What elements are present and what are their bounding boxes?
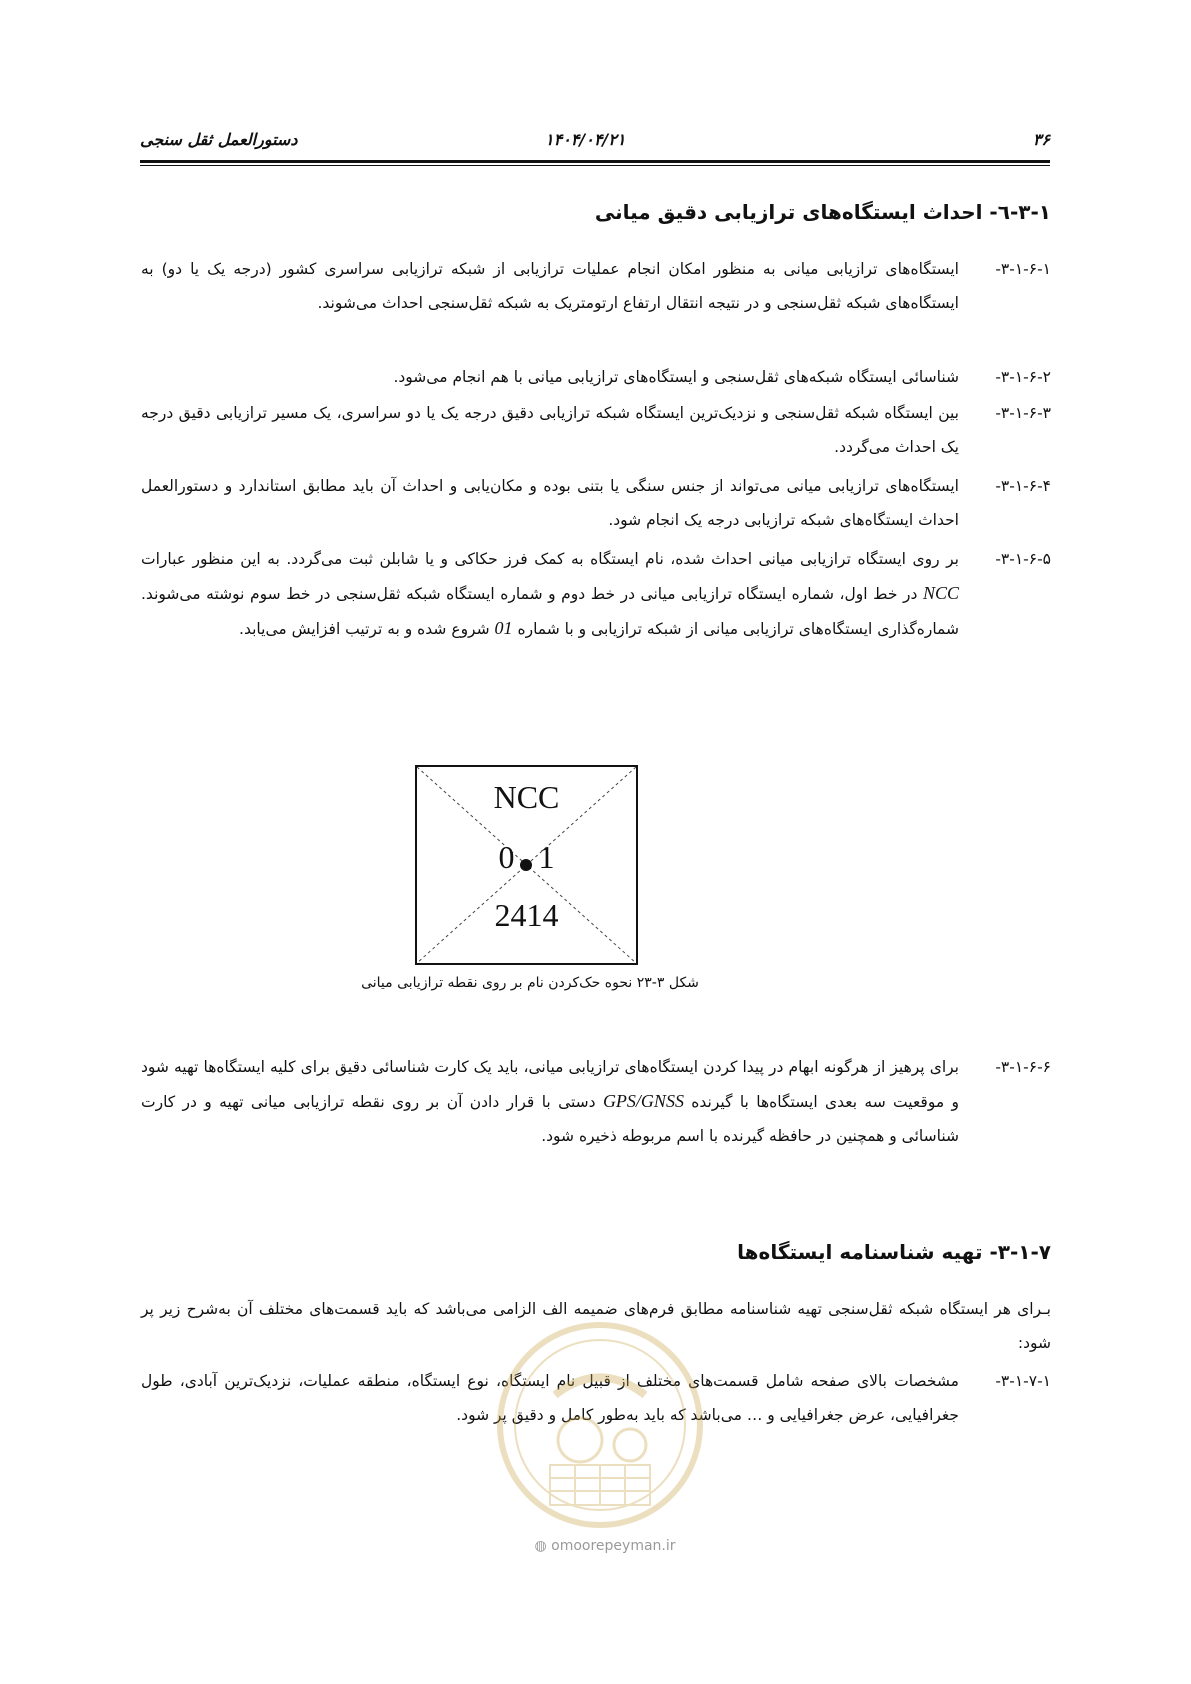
figure-line-1: NCC (493, 779, 560, 815)
page-header (140, 130, 1050, 154)
figure-line-2 (417, 839, 636, 876)
header-date: ۱۴۰۴/۰۴/۲۱ (545, 130, 626, 149)
section-title: ۳-۱-٦- احداث ایستگاه‌های ترازیابی دقیق میانی (594, 200, 1051, 224)
paragraph: بـرای هر ایستگاه شبکه ثقل‌سنجی تهیه شناسنامه مطابق فرم‌های ضمیمه الف الزامی می‌باشد که باید قسمت‌های مختلف آن به‌شرح زیر پر شود: (141, 1300, 1051, 1352)
item-text: ایستگاه‌های ترازیابی میانی می‌تواند از جنس سنگی یا بتنی بوده و مکان‌یابی و احداث آن باید مطابق استاندارد و دستورالعمل احداث ایستگاه‌های شبکه ترازیابی درجه یک انجام شود. (141, 477, 959, 529)
item-number: ۳-۱-۶-۱- (995, 260, 1051, 278)
watermark-seal-icon (495, 1320, 705, 1530)
item-number: ۳-۱-۶-۵- (995, 550, 1051, 568)
list-item (141, 360, 1051, 394)
item-number: ۳-۱-۶-۴- (995, 477, 1051, 495)
item-text: بین ایستگاه شبکه ثقل‌سنجی و نزدیک‌ترین ایستگاه شبکه ترازیابی دقیق درجه یک یا دو سراسری، یک مسیر ترازیابی دقیق درجه یک احداث می‌گردد. (141, 404, 959, 456)
page-number: ۳۶ (1032, 130, 1050, 149)
item-text: مشخصات بالای صفحه شامل قسمت‌های مختلف از قبیل نام ایستگاه، نوع ایستگاه، منطقه عملیات، نزدیک‌ترین آبادی، طول جغرافیایی، عرض جغرافیایی و … می‌باشد که باید به‌طور کامل و دقیق پر شود. (141, 1372, 959, 1424)
figure-digit-left: 0 (498, 839, 515, 875)
item-text: بر روی ایستگاه ترازیابی میانی احداث شده، نام ایستگاه به کمک فرز حکاکی و یا شابلن ثبت می‌گردد. به این منظور عبارات NCC در خط اول، شماره ایستگاه ترازیابی میانی در خط دوم و شماره ایستگاه شبکه ثقل‌سنجی در خط سوم نوشته می‌شوند. شماره‌گذاری ایستگاه‌های ترازیابی میانی از شبکه ترازیابی و با شماره 01 شروع شده و به ترتیب افزایش می‌یابد. (141, 550, 959, 638)
item-number: ۳-۱-۶-۲- (995, 368, 1051, 386)
watermark-url: ◍ omoorepeyman.ir (534, 1538, 676, 1554)
item-number: ۳-۱-۷-۱- (995, 1372, 1051, 1390)
item-text: برای پرهیز از هرگونه ابهام در پیدا کردن ایستگاه‌های ترازیابی میانی، باید یک کارت شناسائی دقیق برای کلیه ایستگاه‌ها تهیه شود و موقعیت سه بعدی ایستگاه‌ها با گیرنده GPS/GNSS دستی با قرار دادن آن بر روی نقطه ترازیابی میانی تهیه و در کارت شناسائی و همچنین در حافظه گیرنده با اسم مربوطه ذخیره شود. (141, 1058, 959, 1145)
figure-digit-right: 1 (538, 839, 555, 875)
list-item (141, 396, 1051, 464)
list-item (141, 542, 1051, 646)
globe-icon: ◍ (534, 1538, 547, 1554)
latin-term: GPS/GNSS (602, 1091, 684, 1111)
item-number: ۳-۱-۶-۳- (995, 404, 1051, 422)
header-rule-thin (140, 165, 1050, 166)
item-text: شناسائی ایستگاه شبکه‌های ثقل‌سنجی و ایستگاه‌های ترازیابی میانی با هم انجام می‌شود. (393, 368, 959, 386)
figure-line-3: 2414 (494, 897, 559, 933)
item-number: ۳-۱-۶-۶- (995, 1058, 1051, 1076)
latin-term: NCC (922, 583, 959, 603)
latin-term: 01 (494, 618, 513, 638)
figure-caption: شکل ۳-۲۳ نحوه حک‌کردن نام بر روی نقطه ترازیابی میانی (361, 975, 699, 991)
document-title: دستورالعمل ثقل سنجی (140, 130, 298, 149)
list-item (141, 1050, 1051, 1153)
engraving-figure (415, 765, 638, 965)
section-title: ۳-۱-۷- تهیه شناسنامه ایستگاه‌ها (737, 1240, 1051, 1264)
list-item (141, 252, 1051, 320)
list-item (141, 469, 1051, 537)
item-text: ایستگاه‌های ترازیابی میانی به منظور امکان انجام عملیات ترازیابی از شبکه ترازیابی سراسری کشور (درجه یک یا دو) به ایستگاه‌های شبکه ثقل‌سنجی و در نتیجه انتقال ارتفاع ارتومتریک به شبکه ثقل‌سنجی احداث می‌شوند. (141, 260, 959, 312)
header-rule-thick (140, 160, 1050, 163)
